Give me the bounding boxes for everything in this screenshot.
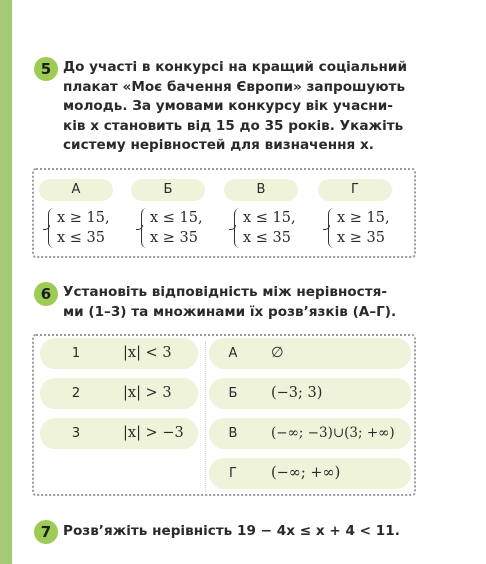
column-divider <box>205 342 206 492</box>
system-line: x ≥ 35 <box>337 230 385 246</box>
system-line: x ≥ 15, <box>57 210 110 226</box>
system-line: x ≤ 15, <box>150 210 203 226</box>
question-5-line: До участі в конкурсі на кращий соціальний <box>63 59 407 75</box>
inequality-expression: |x| > −3 <box>123 425 184 441</box>
system-line: x ≥ 35 <box>150 230 198 246</box>
question-5-line: плакат «Моє бачення Європи» запрошують <box>63 78 406 95</box>
row-letter: Г <box>229 466 237 481</box>
row-letter: Б <box>228 386 238 401</box>
brace-icon <box>328 208 337 248</box>
option-g-header: Г <box>318 179 392 201</box>
question-7-text: Розв’яжіть нерівність 19 − 4x ≤ x + 4 < 11. <box>63 523 400 539</box>
solution-set-row <box>209 378 411 409</box>
option-v-header: В <box>224 179 298 201</box>
brace-icon <box>141 208 150 248</box>
solution-set-row <box>209 458 411 489</box>
system-line: x ≤ 15, <box>243 210 296 226</box>
question-5-line: ків x становить від 15 до 35 років. Укажіть <box>63 117 404 134</box>
system-line: x ≤ 35 <box>243 230 291 246</box>
row-number: 2 <box>71 386 81 401</box>
row-number: 1 <box>71 346 81 361</box>
option-v-system <box>234 207 314 251</box>
option-a-system <box>48 207 128 251</box>
question-6-line: ми (1–3) та множинами їх розв’язків (А–Г). <box>63 303 397 320</box>
solution-set: (−∞; −3)∪(3; +∞) <box>271 425 395 441</box>
inequality-expression: |x| > 3 <box>123 385 172 401</box>
solution-set: (−3; 3) <box>271 385 323 401</box>
option-a-header: А <box>39 179 113 201</box>
option-g-system <box>328 207 408 251</box>
row-number: 3 <box>71 426 81 441</box>
inequality-row <box>40 338 198 369</box>
solution-set-row <box>209 418 411 449</box>
question-6-line: Установіть відповідність між нерівностя- <box>63 284 387 300</box>
question-6-text <box>63 283 396 322</box>
row-letter: А <box>228 346 238 361</box>
solution-set-row <box>209 338 411 369</box>
brace-icon <box>234 208 243 248</box>
solution-set: (−∞; +∞) <box>271 465 341 481</box>
question-5-number: 5 <box>34 57 58 81</box>
question-5-line: молодь. За умовами конкурсу вік учасни- <box>63 98 393 114</box>
question-7-number: 7 <box>34 520 58 544</box>
system-line: x ≤ 35 <box>57 230 105 246</box>
inequality-row <box>40 378 198 409</box>
option-b-header: Б <box>131 179 205 201</box>
row-letter: В <box>228 426 238 441</box>
question-5-text <box>63 58 407 156</box>
brace-icon <box>48 208 57 248</box>
system-line: x ≥ 15, <box>337 210 390 226</box>
page-margin-bar <box>0 0 12 564</box>
question-6-number: 6 <box>34 282 58 306</box>
solution-set: ∅ <box>271 345 284 361</box>
inequality-row <box>40 418 198 449</box>
option-b-system <box>141 207 221 251</box>
inequality-expression: |x| < 3 <box>123 345 172 361</box>
question-5-line: систему нерівностей для визначення x. <box>63 137 374 153</box>
